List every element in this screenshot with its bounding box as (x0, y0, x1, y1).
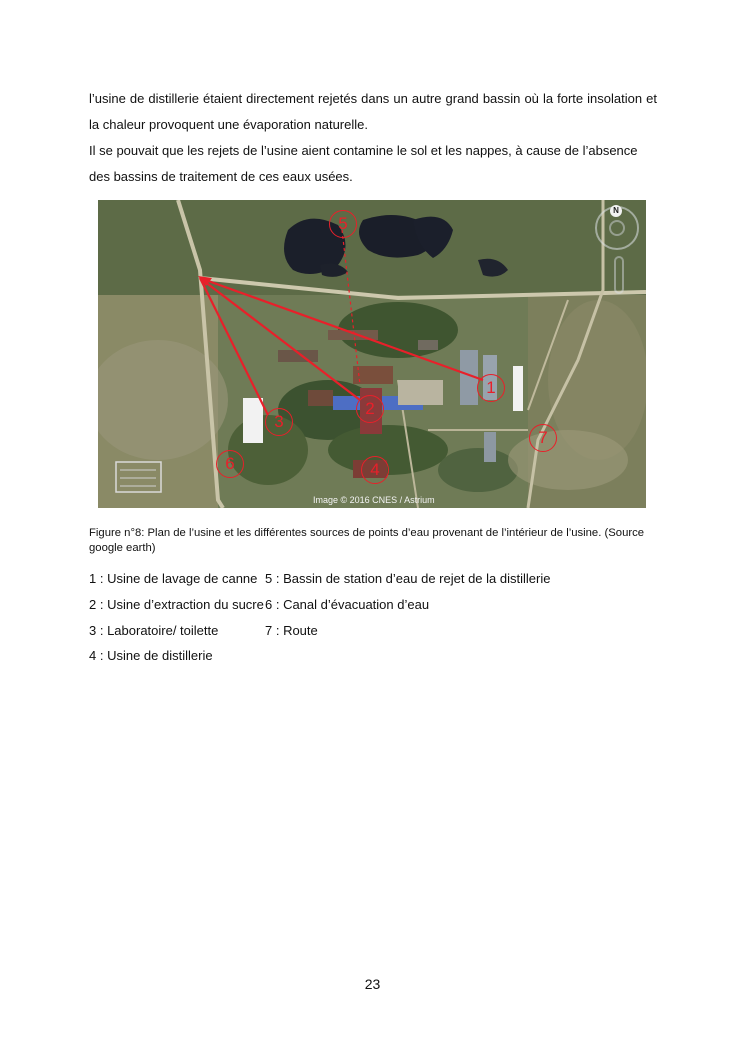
legend-item-4: 4 : Usine de distillerie (89, 648, 213, 663)
legend-item-7: 7 : Route (265, 623, 318, 638)
marker-1: 1 (477, 374, 505, 402)
compass-north-label: N (610, 205, 622, 217)
body-paragraph-1: l’usine de distillerie étaient directement rejetés dans un autre grand bassin où la forte insolation et la chaleur provoquent une évaporation naturelle. (89, 91, 657, 132)
legend-item-6: 6 : Canal d’évacuation d’eau (265, 597, 430, 612)
image-credit: Image © 2016 CNES / Astrium (313, 495, 435, 505)
legend-item-3: 3 : Laboratoire/ toilette (89, 623, 219, 638)
marker-4: 4 (361, 456, 389, 484)
marker-2: 2 (356, 395, 384, 423)
zoom-slider-icon (614, 256, 624, 294)
legend-item-1: 1 : Usine de lavage de canne (89, 571, 258, 586)
marker-3: 3 (265, 408, 293, 436)
satellite-map-figure (98, 200, 646, 508)
marker-6: 6 (216, 450, 244, 478)
marker-7: 7 (529, 424, 557, 452)
figure-caption: Figure n°8: Plan de l’usine et les différentes sources de points d’eau provenant de l’intérieur de l’usine. (Source google earth) (89, 527, 645, 554)
page-number: 23 (364, 976, 381, 992)
compass-icon (595, 206, 639, 250)
marker-5: 5 (329, 210, 357, 238)
legend-item-5: 5 : Bassin de station d’eau de rejet de la distillerie (265, 571, 551, 586)
body-paragraph-2: Il se pouvait que les rejets de l’usine aient contamine le sol et les nappes, à cause de l’absence des bassins de traitement de ces eaux usées. (89, 143, 638, 184)
legend-item-2: 2 : Usine d’extraction du sucre (89, 597, 264, 612)
